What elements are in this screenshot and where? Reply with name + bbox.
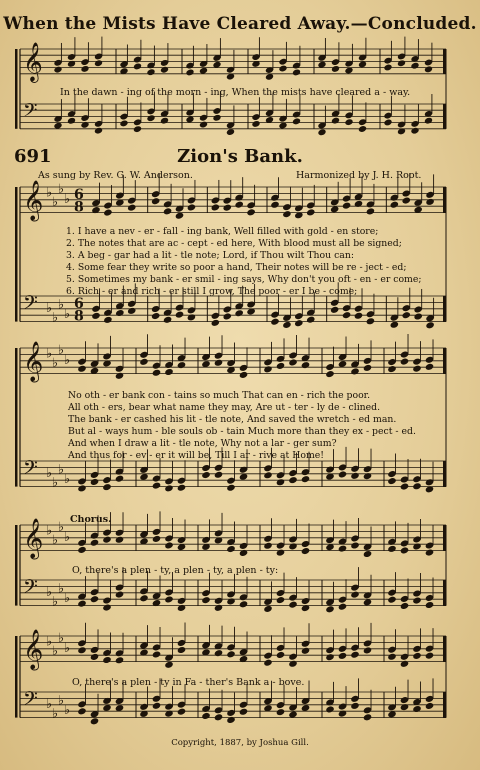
flat-icon: ♭ (64, 307, 71, 323)
flat-icon: ♭ (58, 693, 65, 709)
verse-line: 4. Some fear they write so poor a hand, Their notes will be re - ject - ed; (66, 262, 407, 273)
flat-icon: ♭ (64, 703, 71, 719)
verse-line: All oth - ers, bear what name they may, Are ut - ter - ly de - clined. (68, 402, 381, 413)
treble-clef-icon: 𝄞 (23, 180, 44, 221)
flat-icon: ♭ (58, 343, 65, 359)
flat-icon: ♭ (58, 462, 65, 478)
time-signature-numerator: 6 (74, 186, 84, 203)
time-signature-denominator: 8 (74, 199, 84, 216)
treble-clef-icon: 𝄞 (23, 629, 44, 670)
copyright-notice: Copyright, 1887, by Joshua Gill. (171, 738, 309, 748)
verse-line: 6. Rich - er and rich - er still I grow, The poor - er I be - come; (66, 286, 358, 297)
verse-line: The bank - er cashed his lit - tle note, And saved the wretch - ed man. (68, 414, 397, 425)
bass-clef-icon: 𝄢 (23, 576, 38, 603)
verse-line: 5. Sometimes my bank - er smil - ing says, Why don't you oft - en - er come; (66, 274, 422, 285)
hymn-number: 691 (14, 146, 52, 167)
bass-clef-icon: 𝄢 (23, 292, 38, 319)
flat-icon: ♭ (52, 706, 59, 722)
flat-icon: ♭ (46, 346, 53, 362)
verse-line: But al - ways hum - ble souls ob - tain Much more than they ex - pect - ed. (68, 426, 416, 437)
verse-system-1-treble (20, 187, 446, 213)
flat-icon: ♭ (52, 475, 59, 491)
flat-icon: ♭ (64, 472, 71, 488)
verse-system-1-bass (20, 296, 446, 322)
flat-icon: ♭ (64, 352, 71, 368)
time-signature-denominator: 8 (74, 308, 84, 325)
page-header-title: When the Mists Have Cleared Away.—Concluded. (3, 14, 477, 34)
flat-icon: ♭ (64, 191, 71, 207)
flat-icon: ♭ (58, 631, 65, 647)
bass-clef-icon: 𝄢 (23, 457, 38, 484)
treble-clef-icon: 𝄞 (23, 518, 44, 559)
flat-icon: ♭ (64, 529, 71, 545)
verse-line: No oth - er bank con - tains so much That can en - rich the poor. (68, 390, 371, 401)
harmonized-by-credit: Harmonized by J. H. Root. (296, 170, 422, 181)
verse-line: 3. A beg - gar had a lit - tle note; Lord, if Thou wilt Thou can: (66, 250, 354, 261)
flat-icon: ♭ (58, 520, 65, 536)
treble-clef-icon: 𝄞 (23, 341, 44, 382)
flat-icon: ♭ (58, 182, 65, 198)
chorus-lyric-line: O, there's a plen - ty, a plen - ty, a plen - ty: (72, 565, 279, 576)
hymn-title: Zion's Bank. (177, 146, 303, 167)
verse-line: And when I draw a lit - tle note, Why not a lar - ger sum? (68, 438, 337, 449)
verse-line: 2. The notes that are ac - cept - ed here, With blood must all be signed; (66, 238, 402, 249)
chorus-label: Chorus. (70, 514, 112, 525)
sung-by-credit: As sung by Rev. G. W. Anderson. (38, 170, 193, 181)
flat-icon: ♭ (64, 640, 71, 656)
flat-icon: ♭ (46, 634, 53, 650)
chorus-lyric-line: O, there's a plen - ty in Fa - ther's Bank a - bove. (72, 677, 305, 688)
flat-icon: ♭ (46, 185, 53, 201)
verse-line: And thus for - ev - er it will be, Till I ar - rive at Home! (68, 450, 325, 461)
flat-icon: ♭ (52, 356, 59, 371)
flat-icon: ♭ (52, 644, 59, 659)
bass-clef-icon: 𝄢 (23, 100, 38, 127)
flat-icon: ♭ (52, 195, 59, 210)
flat-icon: ♭ (52, 533, 59, 548)
intro-lyric-line: In the dawn - ing of the morn - ing, When the mists have cleared a - way. (60, 87, 411, 98)
verse-line: 1. I have a nev - er - fall - ing bank, Well filled with gold - en store; (66, 226, 379, 237)
flat-icon: ♭ (64, 591, 71, 607)
flat-icon: ♭ (46, 523, 53, 539)
flat-icon: ♭ (58, 581, 65, 597)
flat-icon: ♭ (46, 584, 53, 600)
treble-clef-icon: 𝄞 (23, 41, 43, 81)
flat-icon: ♭ (52, 310, 59, 326)
flat-icon: ♭ (46, 465, 53, 481)
time-signature-numerator: 6 (74, 295, 84, 312)
flat-icon: ♭ (52, 594, 59, 610)
flat-icon: ♭ (46, 696, 53, 712)
bass-clef-icon: 𝄢 (23, 688, 38, 715)
flat-icon: ♭ (58, 297, 65, 313)
flat-icon: ♭ (46, 300, 53, 316)
